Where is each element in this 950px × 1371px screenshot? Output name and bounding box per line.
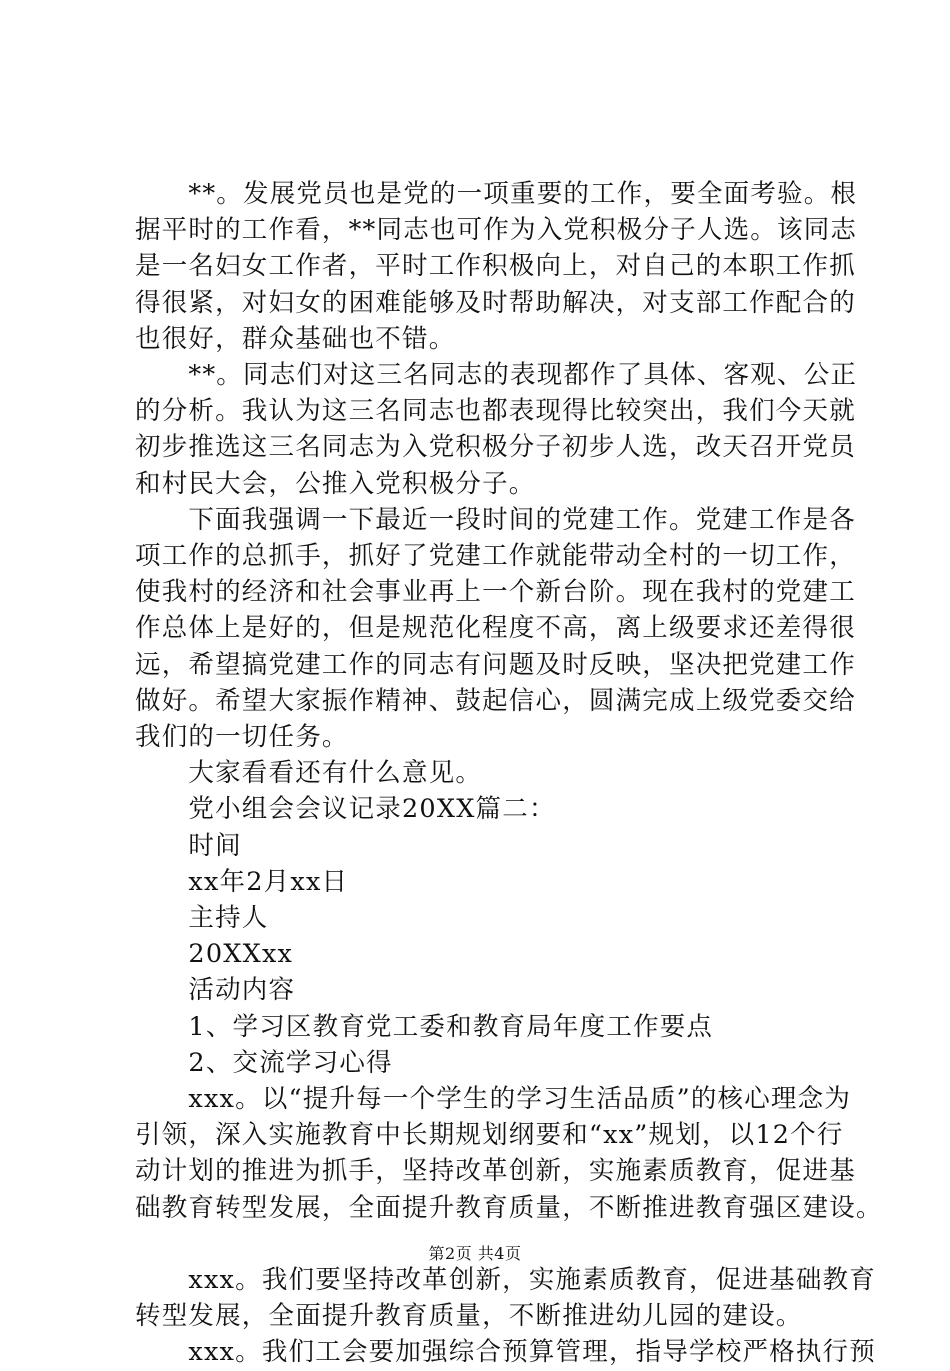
text-line: 作总体上是好的，但是规范化程度不高，离上级要求还差得很	[135, 613, 856, 644]
text-line: **。发展党员也是党的一项重要的工作，要全面考验。根	[135, 179, 858, 209]
text-line: 据平时的工作看，**同志也可作为入党积极分子人选。该同志	[135, 215, 858, 246]
text-line: xxx。我们工会要加强综合预算管理，指导学校严格执行预	[135, 1337, 876, 1368]
paragraph-group-main	[135, 176, 883, 1226]
text-line: 引领，深入实施教育中长期规划纲要和“xx”规划，以12个行	[135, 1120, 844, 1151]
text-line: 得很紧，对妇女的困难能够及时帮助解决，对支部工作配合的	[135, 287, 856, 318]
text-line: xxx。以“提升每一个学生的学习生活品质”的核心理念为	[135, 1084, 852, 1115]
text-line: 下面我强调一下最近一段时间的党建工作。党建工作是各	[135, 504, 856, 535]
text-line: 也很好，群众基础也不错。	[135, 323, 456, 354]
text-line: 我们的一切任务。	[135, 722, 349, 753]
text-line: 2、交流学习心得	[135, 1047, 393, 1078]
text-line: xxx。我们要坚持改革创新，实施素质教育，促进基础教育	[135, 1264, 876, 1295]
text-line: 使我村的经济和社会事业再上一个新台阶。现在我村的党建工	[135, 577, 856, 608]
document-body	[135, 176, 883, 1371]
text-line: **。同志们对这三名同志的表现都作了具体、客观、公正	[135, 360, 858, 391]
text-line: 是一名妇女工作者，平时工作积极向上，对自己的本职工作抓	[135, 251, 856, 282]
text-line: 主持人	[135, 903, 269, 934]
page-number-footer: 第2页 共4页	[428, 1244, 522, 1263]
text-line: 时间	[135, 830, 242, 861]
text-line: 初步推选这三名同志为入党积极分子初步人选，改天召开党员	[135, 432, 856, 463]
text-line: 1、学习区教育党工委和教育局年度工作要点	[135, 1011, 714, 1042]
text-line: 远，希望搞党建工作的同志有问题及时反映，坚决把党建工作	[135, 649, 856, 680]
text-line: 活动内容	[135, 975, 296, 1006]
text-line: 的分析。我认为这三名同志也都表现得比较突出，我们今天就	[135, 396, 856, 427]
text-line: 项工作的总抓手，抓好了党建工作就能带动全村的一切工作，	[135, 541, 856, 572]
text-line: xx年2月xx日	[135, 866, 349, 897]
text-line: 础教育转型发展，全面提升教育质量，不断推进教育强区建设。	[135, 1192, 883, 1223]
text-line: 20XXxx	[135, 939, 294, 970]
text-line: 党小组会会议记录20XX篇二：	[135, 794, 556, 825]
text-line: 大家看看还有什么意见。	[135, 758, 483, 789]
text-line: 和村民大会，公推入党积极分子。	[135, 468, 536, 499]
text-line: 做好。希望大家振作精神、鼓起信心，圆满完成上级党委交给	[135, 685, 856, 716]
text-line: 转型发展，全面提升教育质量，不断推进幼儿园的建设。	[135, 1301, 803, 1332]
text-line: 动计划的推进为抓手，坚持改革创新，实施素质教育，促进基	[135, 1156, 856, 1187]
paragraph-group-continued	[135, 1262, 876, 1371]
